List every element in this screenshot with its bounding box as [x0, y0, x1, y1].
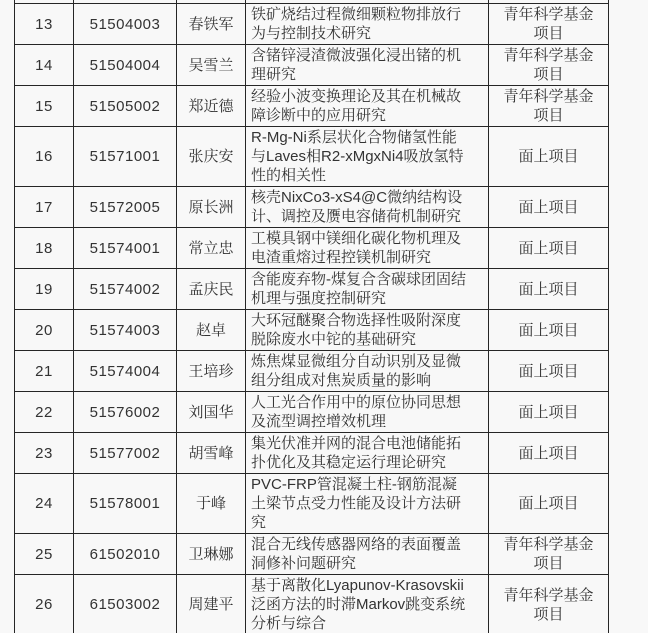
cell-serial-number: 26 [15, 575, 74, 633]
cell-project-title: 大环冠醚聚合物选择性吸附深度脱除废水中铊的基础研究 [246, 310, 489, 351]
table-row [15, 392, 609, 433]
cell-project-type: 青年科学基金项目 [489, 45, 609, 86]
cell-pi-name: 刘国华 [177, 392, 246, 433]
cell-project-type: 面上项目 [489, 310, 609, 351]
cell-project-id: 51578001 [74, 474, 177, 534]
cell-serial-number: 25 [15, 534, 74, 575]
cell-pi-name: 郑近德 [177, 86, 246, 127]
cell-serial-number: 18 [15, 228, 74, 269]
cell-project-type: 面上项目 [489, 228, 609, 269]
table-row [15, 127, 609, 187]
cell-project-id: 51574004 [74, 351, 177, 392]
cell-serial-number: 16 [15, 127, 74, 187]
cell-project-type: 面上项目 [489, 392, 609, 433]
cell-project-type: 青年科学基金项目 [489, 534, 609, 575]
table-row [15, 534, 609, 575]
cell-pi-name: 张庆安 [177, 127, 246, 187]
cell-project-type: 面上项目 [489, 351, 609, 392]
table-row [15, 474, 609, 534]
cell-pi-name: 周建平 [177, 575, 246, 633]
cell-project-id: 51504004 [74, 45, 177, 86]
cell-project-type: 面上项目 [489, 187, 609, 228]
cell-serial-number: 20 [15, 310, 74, 351]
grant-table-body [15, 0, 609, 633]
cell-project-title: 人工光合作用中的原位协同思想及流型调控增效机理 [246, 392, 489, 433]
cell-project-id: 51505002 [74, 86, 177, 127]
cell-pi-name: 原长洲 [177, 187, 246, 228]
table-row [15, 228, 609, 269]
cell-serial-number: 19 [15, 269, 74, 310]
cell-project-id: 51572005 [74, 187, 177, 228]
cell-project-title: 含能废弃物-煤复合含碳球团固结机理与强度控制研究 [246, 269, 489, 310]
cell-serial-number: 14 [15, 45, 74, 86]
cell-project-title: 基于离散化Lyapunov-Krasovskii泛函方法的时滞Markov跳变系统分析与综合 [246, 575, 489, 633]
cell-project-id: 51577002 [74, 433, 177, 474]
cell-serial-number: 21 [15, 351, 74, 392]
table-row [15, 86, 609, 127]
cell-pi-name: 常立忠 [177, 228, 246, 269]
cell-project-type: 面上项目 [489, 474, 609, 534]
table-row [15, 575, 609, 633]
cell-project-type: 青年科学基金项目 [489, 4, 609, 45]
cell-project-title: 核壳NixCo3-xS4@C微纳结构设计、调控及赝电容储荷机制研究 [246, 187, 489, 228]
cell-pi-name: 孟庆民 [177, 269, 246, 310]
table-row [15, 310, 609, 351]
cell-project-title: 含锗锌浸渣微波强化浸出锗的机理研究 [246, 45, 489, 86]
cell-project-id: 61503002 [74, 575, 177, 633]
cell-serial-number: 23 [15, 433, 74, 474]
cell-project-id: 51504003 [74, 4, 177, 45]
cell-project-title: R-Mg-Ni系层状化合物储氢性能与Laves相R2-xMgxNi4吸放氢特性的相关性 [246, 127, 489, 187]
cell-project-id: 51571001 [74, 127, 177, 187]
table-row [15, 269, 609, 310]
cell-project-id: 51574001 [74, 228, 177, 269]
cell-pi-name: 赵卓 [177, 310, 246, 351]
cell-project-id: 51576002 [74, 392, 177, 433]
cell-serial-number: 15 [15, 86, 74, 127]
cell-project-id: 61502010 [74, 534, 177, 575]
cell-project-title: PVC-FRP管混凝土柱-钢筋混凝土梁节点受力性能及设计方法研究 [246, 474, 489, 534]
cell-serial-number: 17 [15, 187, 74, 228]
cell-project-title: 铁矿烧结过程微细颗粒物排放行为与控制技术研究 [246, 4, 489, 45]
cell-project-title: 工模具钢中镁细化碳化物机理及电渣重熔过程控镁机制研究 [246, 228, 489, 269]
cell-pi-name: 吴雪兰 [177, 45, 246, 86]
cell-pi-name: 卫琳娜 [177, 534, 246, 575]
cell-project-id: 51574003 [74, 310, 177, 351]
cell-project-title: 炼焦煤显微组分自动识别及显微组分组成对焦炭质量的影响 [246, 351, 489, 392]
cell-project-title: 经验小波变换理论及其在机械故障诊断中的应用研究 [246, 86, 489, 127]
cell-pi-name: 胡雪峰 [177, 433, 246, 474]
table-row [15, 45, 609, 86]
cell-pi-name: 王培珍 [177, 351, 246, 392]
table-row [15, 4, 609, 45]
table-row [15, 187, 609, 228]
table-row [15, 351, 609, 392]
table-row [15, 433, 609, 474]
cell-project-id: 51574002 [74, 269, 177, 310]
cell-serial-number: 24 [15, 474, 74, 534]
cell-project-type: 青年科学基金项目 [489, 86, 609, 127]
cell-pi-name: 春铁军 [177, 4, 246, 45]
cell-project-type: 面上项目 [489, 269, 609, 310]
cell-project-type: 面上项目 [489, 433, 609, 474]
grant-table [14, 0, 609, 633]
cell-project-title: 集光伏准并网的混合电池储能拓扑优化及其稳定运行理论研究 [246, 433, 489, 474]
cell-project-type: 青年科学基金项目 [489, 575, 609, 633]
cell-pi-name: 于峰 [177, 474, 246, 534]
cell-project-type: 面上项目 [489, 127, 609, 187]
cell-serial-number: 22 [15, 392, 74, 433]
cell-serial-number: 13 [15, 4, 74, 45]
cell-project-title: 混合无线传感器网络的表面覆盖洞修补问题研究 [246, 534, 489, 575]
